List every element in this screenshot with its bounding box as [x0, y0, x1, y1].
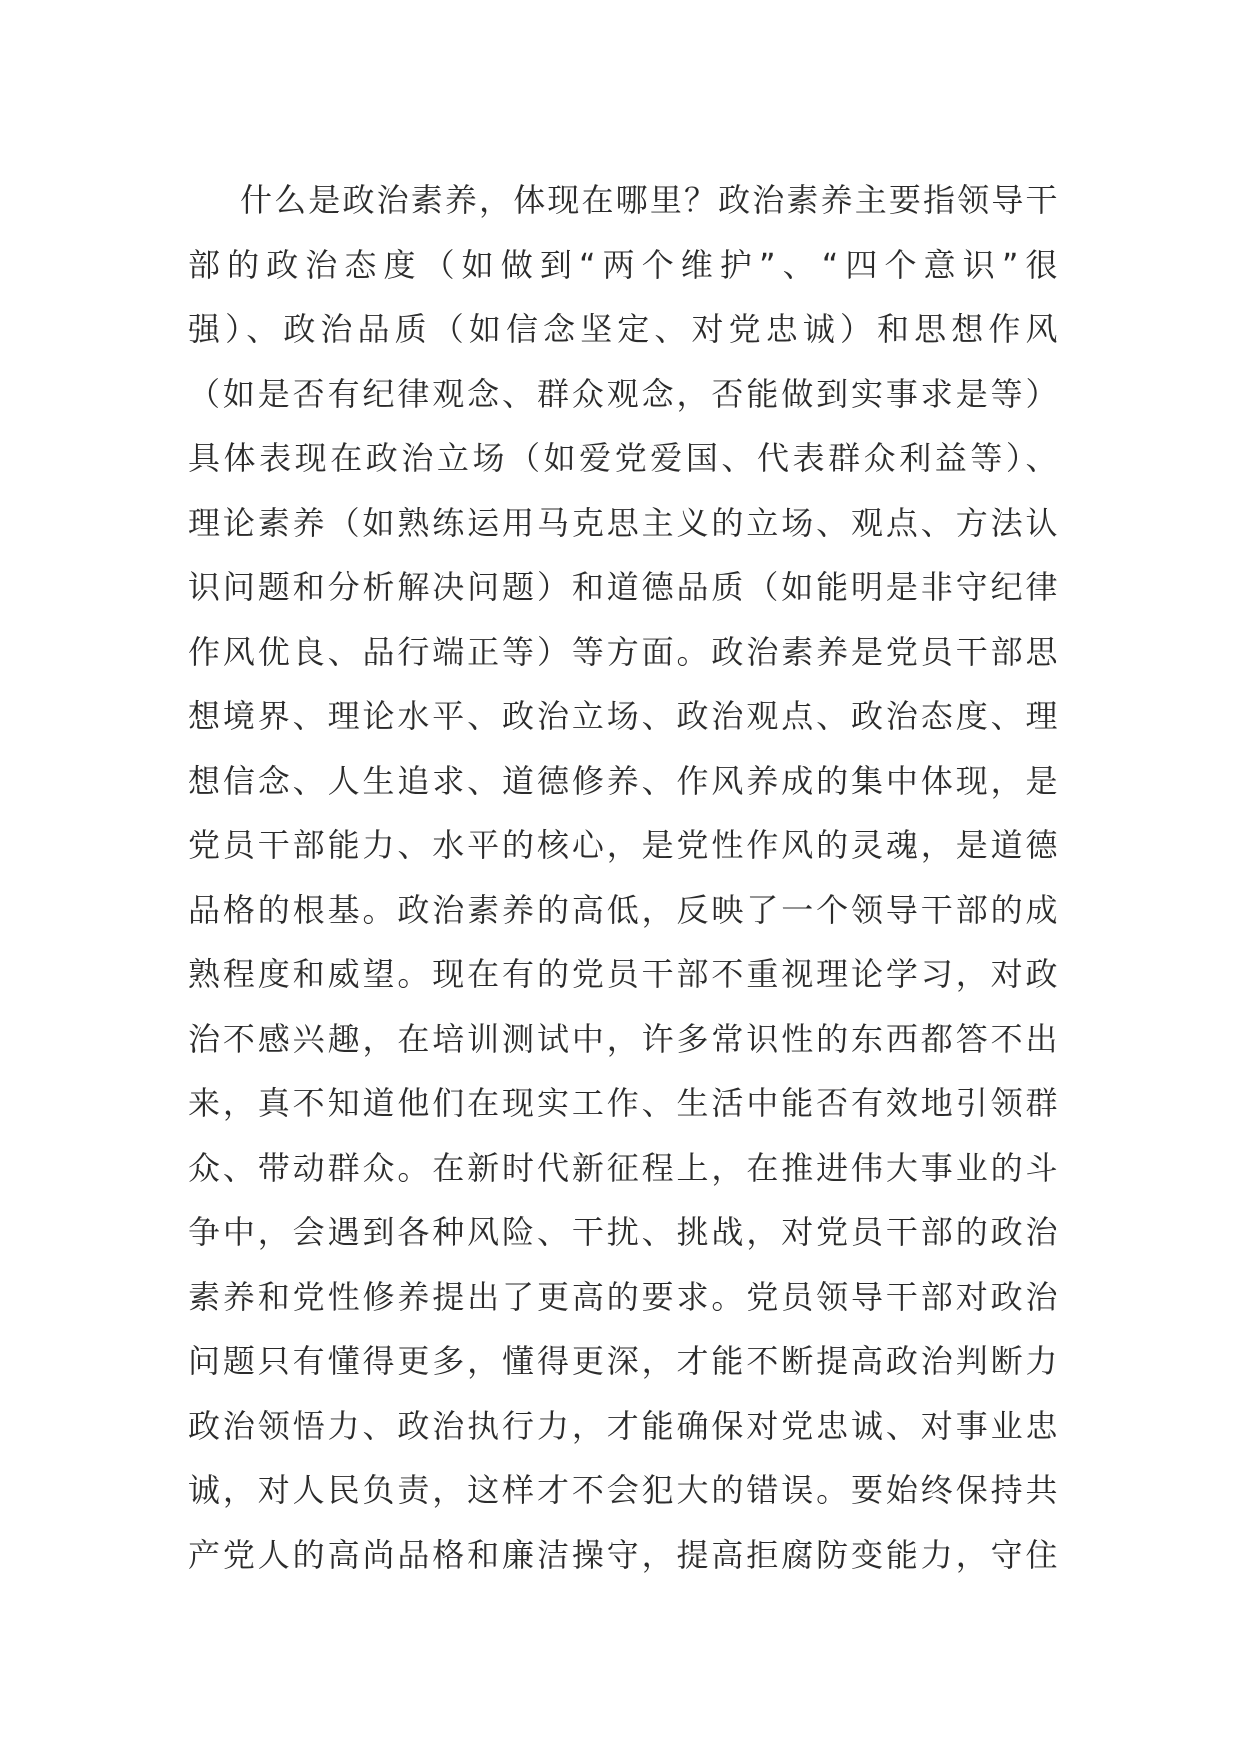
text-line: 熟程度和威望。现在有的党员干部不重视理论学习，对政	[188, 955, 1058, 993]
text-line: 产党人的高尚品格和廉洁操守，提高拒腐防变能力，守住	[188, 1535, 1058, 1574]
text-line: 政治领悟力、政治执行力，才能确保对党忠诚、对事业忠	[188, 1406, 1058, 1445]
text-line: 具体表现在政治立场（如爱党爱国、代表群众利益等）、	[188, 439, 1058, 477]
text-line: 争中，会遇到各种风险、干扰、挑战，对党员干部的政治	[188, 1213, 1058, 1251]
text-line: （如是否有纪律观念、群众观念，否能做到实事求是等）	[188, 374, 1058, 413]
text-line: 来，真不知道他们在现实工作、生活中能否有效地引领群	[188, 1084, 1058, 1122]
text-line: 作风优良、品行端正等）等方面。政治素养是党员干部思	[188, 632, 1058, 671]
text-line: 什么是政治素养，体现在哪里？政治素养主要指领导干	[240, 181, 1058, 219]
text-line: 理论素养（如熟练运用马克思主义的立场、观点、方法认	[188, 503, 1058, 542]
text-line: 诚，对人民负责，这样才不会犯大的错误。要始终保持共	[188, 1471, 1058, 1509]
text-line: 品格的根基。政治素养的高低，反映了一个领导干部的成	[188, 890, 1058, 929]
text-line: 强）、政治品质（如信念坚定、对党忠诚）和思想作风	[188, 310, 1058, 348]
text-line: 部的政治态度（如做到“两个维护”、“四个意识”很	[188, 245, 1058, 284]
text-line: 问题只有懂得更多，懂得更深，才能不断提高政治判断力	[188, 1342, 1058, 1380]
text-line: 众、带动群众。在新时代新征程上，在推进伟大事业的斗	[188, 1148, 1058, 1187]
text-line: 想信念、人生追求、道德修养、作风养成的集中体现，是	[188, 761, 1058, 800]
body-paragraph	[188, 168, 1058, 1587]
text-line: 识问题和分析解决问题）和道德品质（如能明是非守纪律	[188, 568, 1058, 606]
text-line: 想境界、理论水平、政治立场、政治观点、政治态度、理	[188, 697, 1058, 735]
text-line: 治不感兴趣，在培训测试中，许多常识性的东西都答不出	[188, 1019, 1058, 1058]
text-line: 素养和党性修养提出了更高的要求。党员领导干部对政治	[188, 1277, 1058, 1316]
text-line: 党员干部能力、水平的核心，是党性作风的灵魂，是道德	[188, 826, 1058, 864]
